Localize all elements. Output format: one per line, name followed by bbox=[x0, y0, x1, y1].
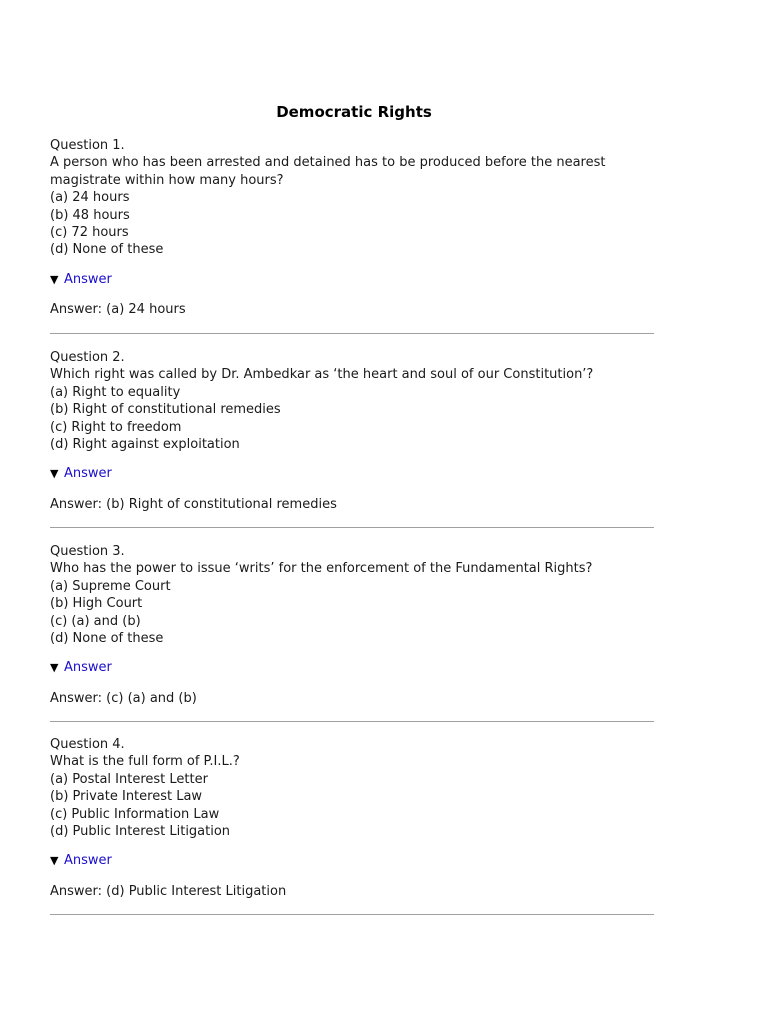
question-block-4 bbox=[50, 736, 654, 915]
answer-text: Answer: (d) Public Interest Litigation bbox=[50, 883, 287, 899]
answer-toggle[interactable] bbox=[50, 852, 654, 869]
question-label: Question 1. bbox=[50, 138, 125, 153]
option-a: (a) Postal Interest Letter bbox=[50, 771, 208, 787]
question-text: Which right was called by Dr. Ambedkar as ‘the heart and soul of our Constitution’? bbox=[50, 367, 594, 383]
option-c: (c) 72 hours bbox=[50, 224, 129, 240]
question-text: What is the full form of P.I.L.? bbox=[50, 754, 240, 770]
option-b: (b) High Court bbox=[50, 596, 143, 612]
question-label: Question 3. bbox=[50, 544, 125, 559]
answer-toggle-label[interactable]: Answer bbox=[64, 466, 112, 482]
divider bbox=[50, 333, 654, 334]
option-b: (b) Right of constitutional remedies bbox=[50, 402, 281, 418]
option-d: (d) None of these bbox=[50, 630, 164, 646]
answer-toggle-label[interactable]: Answer bbox=[64, 853, 112, 869]
option-c: (c) Right to freedom bbox=[50, 419, 182, 435]
option-d: (d) None of these bbox=[50, 242, 164, 258]
divider bbox=[50, 721, 654, 722]
question-text: Who has the power to issue ‘writs’ for the enforcement of the Fundamental Rights? bbox=[50, 561, 593, 577]
question-text: magistrate within how many hours? bbox=[50, 172, 284, 188]
answer-toggle-label[interactable]: Answer bbox=[64, 271, 112, 287]
answer-toggle[interactable] bbox=[50, 465, 654, 482]
option-d: (d) Public Interest Litigation bbox=[50, 823, 231, 839]
option-a: (a) 24 hours bbox=[50, 190, 130, 206]
question-text: A person who has been arrested and detained has to be produced before the nearest bbox=[50, 155, 606, 171]
triangle-down-icon: ▼ bbox=[50, 661, 59, 675]
option-d: (d) Right against exploitation bbox=[50, 436, 240, 452]
answer-text: Answer: (a) 24 hours bbox=[50, 302, 186, 318]
answer-text: Answer: (c) (a) and (b) bbox=[50, 690, 197, 706]
question-label: Question 2. bbox=[50, 350, 125, 365]
divider bbox=[50, 527, 654, 528]
option-b: (b) 48 hours bbox=[50, 207, 130, 223]
option-c: (c) Public Information Law bbox=[50, 806, 220, 822]
option-a: (a) Right to equality bbox=[50, 384, 181, 400]
divider bbox=[50, 914, 654, 915]
question-block-2 bbox=[50, 349, 654, 528]
option-c: (c) (a) and (b) bbox=[50, 613, 141, 629]
answer-toggle[interactable] bbox=[50, 659, 654, 676]
question-block-1 bbox=[50, 137, 654, 334]
question-block-3 bbox=[50, 543, 654, 722]
answer-toggle[interactable] bbox=[50, 271, 654, 288]
triangle-down-icon: ▼ bbox=[50, 854, 59, 868]
question-label: Question 4. bbox=[50, 737, 125, 752]
answer-toggle-label[interactable]: Answer bbox=[64, 660, 112, 676]
option-b: (b) Private Interest Law bbox=[50, 789, 203, 805]
triangle-down-icon: ▼ bbox=[50, 467, 59, 481]
option-a: (a) Supreme Court bbox=[50, 578, 171, 594]
page-title: Democratic Rights bbox=[276, 103, 432, 121]
triangle-down-icon: ▼ bbox=[50, 272, 59, 286]
answer-text: Answer: (b) Right of constitutional remedies bbox=[50, 496, 337, 512]
